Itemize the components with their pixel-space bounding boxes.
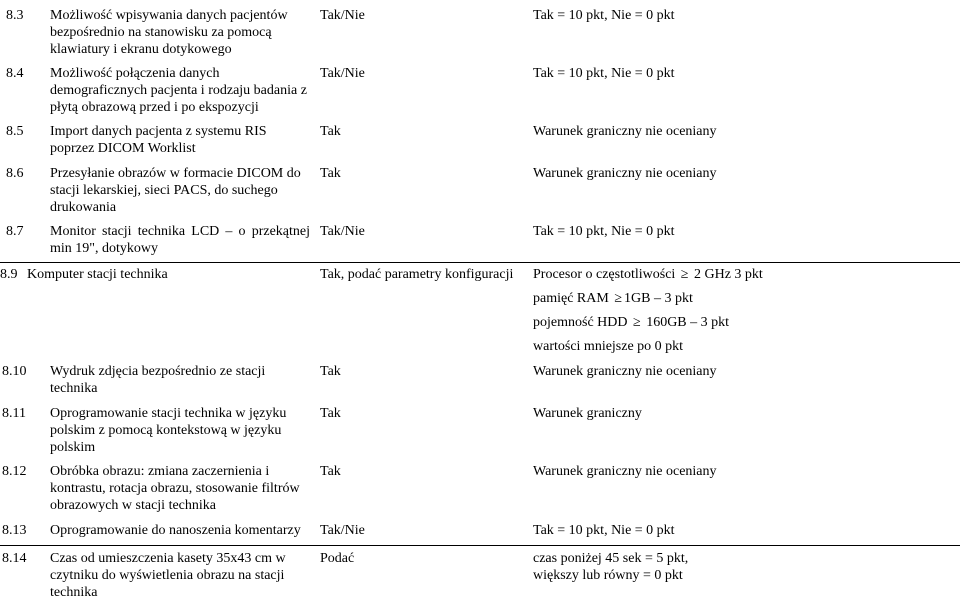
ram-spec: pamięć RAM ≥ 1GB – 3 pkt (533, 287, 763, 311)
row-divider (0, 262, 960, 263)
item-description: Monitor stacji technika LCD – o przekątnej min 19", dotykowy (50, 224, 310, 256)
item-answer: Tak (320, 166, 341, 181)
item-condition: czas poniżej 45 sek = 5 pkt, większy lub równy = 0 pkt (533, 551, 689, 583)
item-condition: Tak = 10 pkt, Nie = 0 pkt (533, 66, 675, 81)
item-condition: Tak = 10 pkt, Nie = 0 pkt (533, 8, 675, 23)
hdd-spec: pojemność HDD ≥ 160GB – 3 pkt (533, 311, 763, 335)
item-condition: Warunek graniczny nie oceniany (533, 464, 717, 479)
item-condition: Tak = 10 pkt, Nie = 0 pkt (533, 224, 675, 239)
item-answer: Tak/Nie (320, 224, 365, 239)
item-answer: Tak (320, 124, 341, 139)
item-answer: Tak (320, 406, 341, 421)
item-number: 8.13 (2, 523, 27, 538)
item-description: Czas od umieszczenia kasety 35x43 cm w czytniku do wyświetlenia obrazu na stacji technika (50, 551, 286, 600)
item-description: Przesyłanie obrazów w formacie DICOM do stacji lekarskiej, sieci PACS, do suchego drukowania (50, 166, 301, 215)
item-number: 8.3 (6, 8, 24, 23)
item-condition: Tak = 10 pkt, Nie = 0 pkt (533, 523, 675, 538)
item-answer: Tak/Nie (320, 523, 365, 538)
item-number: 8.9 (0, 267, 18, 282)
item-number: 8.7 (6, 224, 24, 239)
cpu-spec: Procesor o częstotliwości ≥ 2 GHz 3 pkt (533, 263, 763, 287)
row-divider (0, 545, 960, 546)
item-condition: Warunek graniczny (533, 406, 642, 421)
item-description: Wydruk zdjęcia bezpośrednio ze stacji technika (50, 364, 266, 396)
lower-values-note: wartości mniejsze po 0 pkt (533, 339, 684, 354)
item-number: 8.11 (2, 406, 26, 421)
item-number: 8.10 (2, 364, 27, 379)
item-number: 8.5 (6, 124, 24, 139)
item-answer: Podać (320, 551, 355, 566)
item-number: 8.6 (6, 166, 24, 181)
item-answer: Tak (320, 464, 341, 479)
item-answer: Tak/Nie (320, 66, 365, 81)
item-number: 8.12 (2, 464, 27, 479)
item-description: Oprogramowanie stacji technika w języku polskim z pomocą kontekstową w języku polskim (50, 406, 287, 455)
greater-equal-symbol: ≥ (633, 315, 641, 330)
item-condition: Warunek graniczny nie oceniany (533, 124, 717, 139)
item-condition: Warunek graniczny nie oceniany (533, 364, 717, 379)
item-answer: Tak, podać parametry konfiguracji (320, 267, 514, 282)
item-number: 8.4 (6, 66, 24, 81)
item-description: Import danych pacjenta z systemu RIS poprzez DICOM Worklist (50, 124, 267, 156)
item-description: Komputer stacji technika (27, 267, 168, 282)
item-description: Oprogramowanie do nanoszenia komentarzy (50, 523, 301, 538)
item-answer: Tak/Nie (320, 8, 365, 23)
item-condition: Warunek graniczny nie oceniany (533, 166, 717, 181)
item-description: Możliwość wpisywania danych pacjentów bezpośrednio na stanowisku za pomocą klawiatury i ekranu dotykowego (50, 8, 288, 57)
item-number: 8.14 (2, 551, 27, 566)
item-answer: Tak (320, 364, 341, 379)
item-description: Obróbka obrazu: zmiana zaczernienia i kontrastu, rotacja obrazu, stosowanie filtrów obrazowych w stacji technika (50, 464, 300, 513)
computer-spec-conditions (533, 263, 763, 359)
greater-equal-symbol: ≥ (614, 291, 623, 306)
item-description: Możliwość połączenia danych demograficznych pacjenta i rodzaju badania z płytą obrazową przed i po ekspozycji (50, 66, 307, 115)
greater-equal-symbol: ≥ (680, 267, 689, 282)
